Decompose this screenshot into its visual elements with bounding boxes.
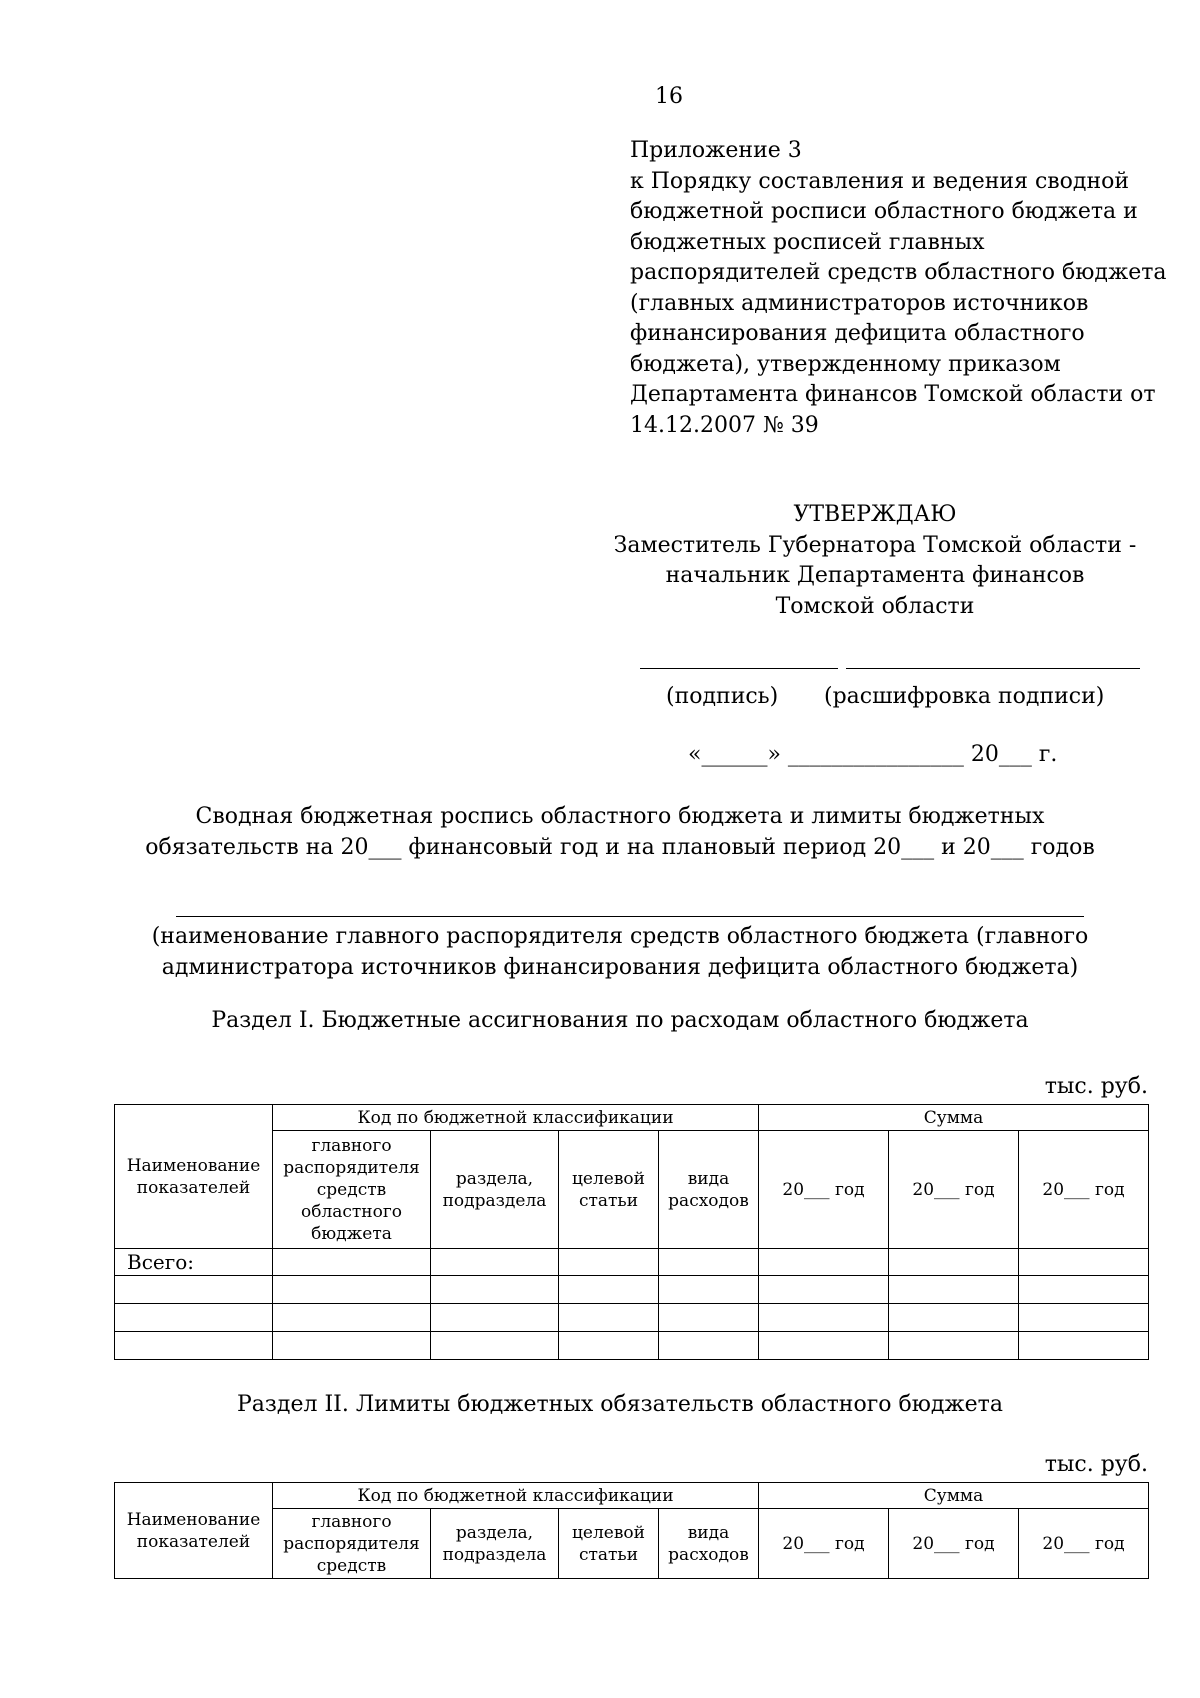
- appendix-line: к Порядку составления и ведения сводной: [630, 168, 1130, 194]
- page-number: 16: [655, 84, 683, 109]
- signature-line: [640, 668, 838, 669]
- table-cell: [759, 1249, 889, 1276]
- approval-line: Томской области: [775, 593, 975, 619]
- approval-line: начальник Департамента финансов: [665, 563, 1085, 588]
- column-header-target: целевой статьи: [559, 1131, 659, 1249]
- table-row: [115, 1332, 1149, 1360]
- table-cell: [273, 1332, 431, 1360]
- table-cell: [659, 1249, 759, 1276]
- appendix-line: 14.12.2007 № 39: [630, 412, 819, 438]
- table-row: [115, 1276, 1149, 1304]
- table-cell: [431, 1249, 559, 1276]
- column-header-section: раздела, подраздела: [431, 1509, 559, 1579]
- recipient-caption: [100, 922, 1140, 983]
- recipient-caption-line: (наименование главного распорядителя средств областного бюджета (главного: [151, 924, 1089, 949]
- signature-caption: (подпись): [666, 684, 779, 709]
- column-header-main-manager: главного распорядителя средств областного бюджета: [273, 1131, 431, 1249]
- table-cell: [273, 1276, 431, 1304]
- table-cell: [431, 1304, 559, 1332]
- section-1-unit: тыс. руб.: [1044, 1074, 1148, 1099]
- table-cell: [659, 1276, 759, 1304]
- section-1-table: [114, 1104, 1149, 1360]
- appendix-line: бюджета), утвержденному приказом: [630, 351, 1061, 377]
- table-cell: [759, 1276, 889, 1304]
- table-cell: [559, 1304, 659, 1332]
- table-cell: [889, 1249, 1019, 1276]
- table-cell: [659, 1304, 759, 1332]
- column-group-sum: Сумма: [759, 1483, 1149, 1509]
- approval-heading: УТВЕРЖДАЮ: [793, 502, 957, 527]
- table-cell: [1019, 1332, 1149, 1360]
- table-cell: [115, 1304, 273, 1332]
- column-header-name: Наименование показателей: [115, 1483, 273, 1579]
- table-row-total: [115, 1249, 1149, 1276]
- appendix-line: бюджетной росписи областного бюджета и: [630, 199, 1138, 224]
- document-title-line: Сводная бюджетная роспись областного бюджета и лимиты бюджетных: [195, 804, 1045, 829]
- column-header-main-manager: главного распорядителя средств: [273, 1509, 431, 1579]
- appendix-line: (главных администраторов источников: [630, 290, 1089, 316]
- table-cell: [431, 1332, 559, 1360]
- column-header-year-2: 20___ год: [889, 1131, 1019, 1249]
- table-row: [115, 1304, 1149, 1332]
- table-cell: [759, 1304, 889, 1332]
- table-cell: [889, 1304, 1019, 1332]
- approval-date-line: «______» ________________ 20___ г.: [688, 742, 1058, 767]
- total-label: Всего:: [115, 1249, 273, 1276]
- approval-block: [610, 500, 1140, 622]
- signature-decoding-line: [846, 668, 1140, 669]
- appendix-line: бюджетных росписей главных: [630, 229, 985, 255]
- table-cell: [559, 1276, 659, 1304]
- table-cell: [889, 1276, 1019, 1304]
- table-cell: [659, 1332, 759, 1360]
- signature-decoding-caption: (расшифровка подписи): [824, 684, 1105, 709]
- appendix-line: финансирования дефицита областного: [630, 321, 1085, 346]
- column-header-section: раздела, подраздела: [431, 1131, 559, 1249]
- column-header-year-3: 20___ год: [1019, 1131, 1149, 1249]
- section-2-table: [114, 1482, 1149, 1579]
- table-cell: [115, 1332, 273, 1360]
- column-group-code: Код по бюджетной классификации: [273, 1105, 759, 1131]
- table-cell: [889, 1332, 1019, 1360]
- column-group-code: Код по бюджетной классификации: [273, 1483, 759, 1509]
- section-2-unit: тыс. руб.: [1044, 1452, 1148, 1477]
- document-title-line: обязательств на 20___ финансовый год и на плановый период 20___ и 20___ годов: [145, 834, 1095, 860]
- column-header-year-1: 20___ год: [759, 1509, 889, 1579]
- table-cell: [115, 1276, 273, 1304]
- column-header-target: целевой статьи: [559, 1509, 659, 1579]
- table-cell: [273, 1304, 431, 1332]
- appendix-line: Приложение 3: [630, 138, 802, 163]
- table-cell: [273, 1249, 431, 1276]
- table-cell: [431, 1276, 559, 1304]
- table-cell: [759, 1332, 889, 1360]
- recipient-name-line: [176, 916, 1084, 917]
- appendix-line: Департамента финансов Томской области от: [630, 382, 1156, 407]
- appendix-line: распорядителей средств областного бюджета: [630, 260, 1167, 285]
- column-header-year-3: 20___ год: [1019, 1509, 1149, 1579]
- column-group-sum: Сумма: [759, 1105, 1149, 1131]
- table-cell: [559, 1249, 659, 1276]
- section-2-title: Раздел II. Лимиты бюджетных обязательств областного бюджета: [237, 1392, 1003, 1417]
- recipient-caption-line: администратора источников финансирования дефицита областного бюджета): [161, 954, 1079, 980]
- table-cell: [559, 1332, 659, 1360]
- column-header-expense: вида расходов: [659, 1131, 759, 1249]
- table-cell: [1019, 1249, 1149, 1276]
- column-header-year-1: 20___ год: [759, 1131, 889, 1249]
- document-title: [100, 802, 1140, 863]
- column-header-name: Наименование показателей: [115, 1105, 273, 1249]
- approval-line: Заместитель Губернатора Томской области -: [613, 532, 1137, 558]
- table-cell: [1019, 1276, 1149, 1304]
- column-header-year-2: 20___ год: [889, 1509, 1019, 1579]
- signature-lines: [640, 660, 1140, 680]
- table-cell: [1019, 1304, 1149, 1332]
- column-header-expense: вида расходов: [659, 1509, 759, 1579]
- appendix-block: [630, 136, 1167, 441]
- section-1-title: Раздел I. Бюджетные ассигнования по расходам областного бюджета: [211, 1008, 1029, 1033]
